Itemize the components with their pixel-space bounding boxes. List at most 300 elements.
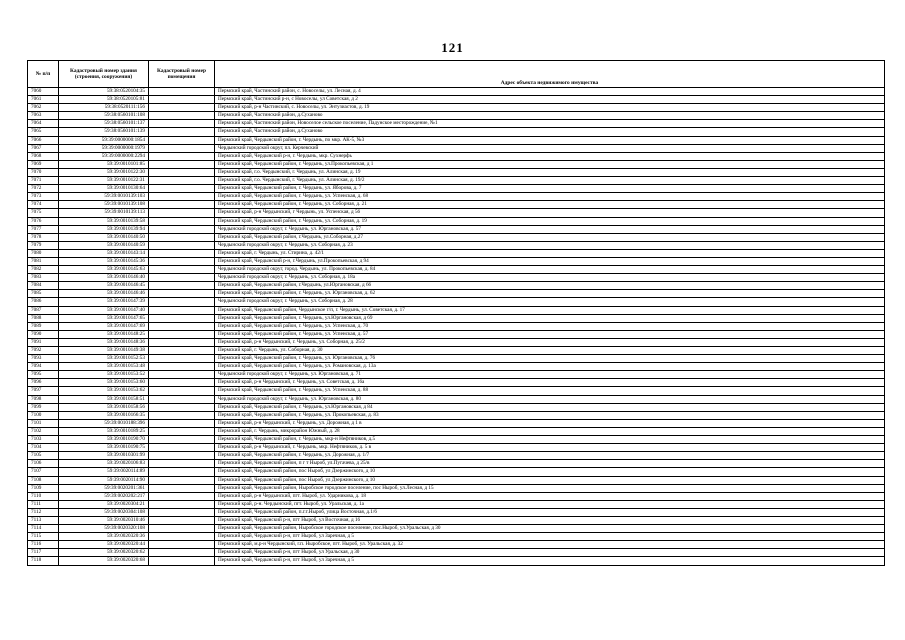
- row-address: Пермский край, Чердынский район, п г т Ныроб, ул.Пугачева, д 25/в: [215, 460, 885, 468]
- table-row: [28, 298, 885, 306]
- row-room-number: [149, 436, 215, 444]
- row-room-number: [149, 160, 215, 168]
- row-room-number: [149, 257, 215, 265]
- row-address: Чердынский городской округ, г. Чердынь, ул. Соборная, д. 18а: [215, 274, 885, 282]
- row-cadastral-number: 59:39:0010122:30: [59, 168, 149, 176]
- row-address: Пермский край, р-н Чердынский, пгт. Ныроб, ул. Ударникова, д. 18: [215, 492, 885, 500]
- row-address: Пермский край, г. Чердынь, ул. Соборная, д. 30: [215, 347, 885, 355]
- row-num: 7114: [28, 525, 59, 533]
- row-room-number: [149, 476, 215, 484]
- row-address: Пермский край, Чердынский район, г. Чердынь, ул. Дорожная, д. 1/7: [215, 452, 885, 460]
- table-row: [28, 403, 885, 411]
- row-room-number: [149, 460, 215, 468]
- row-cadastral-number: 59:38:0560101:139: [59, 128, 149, 136]
- row-cadastral-number: 59:39:0010139:58: [59, 217, 149, 225]
- table-row: [28, 136, 885, 144]
- row-cadastral-number: 59:39:0010145:63: [59, 266, 149, 274]
- row-cadastral-number: 59:39:0010153:62: [59, 387, 149, 395]
- row-num: 7081: [28, 257, 59, 265]
- table-row: [28, 217, 885, 225]
- row-room-number: [149, 468, 215, 476]
- row-num: 7091: [28, 338, 59, 346]
- row-cadastral-number: 59:39:0010146:46: [59, 290, 149, 298]
- row-room-number: [149, 419, 215, 427]
- row-num: 7082: [28, 266, 59, 274]
- row-room-number: [149, 120, 215, 128]
- row-cadastral-number: 59:39:0010148:25: [59, 330, 149, 338]
- row-cadastral-number: 59:39:0010147:39: [59, 298, 149, 306]
- row-num: 7100: [28, 411, 59, 419]
- row-room-number: [149, 177, 215, 185]
- row-room-number: [149, 290, 215, 298]
- row-cadastral-number: 59:39:0010139:113: [59, 209, 149, 217]
- row-cadastral-number: 59:39:0010139:94: [59, 225, 149, 233]
- row-cadastral-number: 59:39:0010190:70: [59, 436, 149, 444]
- table-row: [28, 314, 885, 322]
- row-address: Пермский край, Чердынский район, г. Чердынь, ул. Прокопьевская, д. 83: [215, 411, 885, 419]
- row-room-number: [149, 395, 215, 403]
- row-room-number: [149, 282, 215, 290]
- table-row: [28, 427, 885, 435]
- row-cadastral-number: 59:39:0010130:64: [59, 185, 149, 193]
- table-row: [28, 436, 885, 444]
- table-row: [28, 452, 885, 460]
- table-body: [28, 88, 885, 566]
- row-cadastral-number: 59:39:0010146:45: [59, 282, 149, 290]
- row-num: 7093: [28, 355, 59, 363]
- table-row: [28, 88, 885, 96]
- row-num: 7080: [28, 249, 59, 257]
- row-num: 7105: [28, 452, 59, 460]
- row-cadastral-number: 59:39:0020304:108: [59, 508, 149, 516]
- row-room-number: [149, 112, 215, 120]
- table-row: [28, 492, 885, 500]
- row-room-number: [149, 266, 215, 274]
- row-room-number: [149, 314, 215, 322]
- row-num: 7087: [28, 306, 59, 314]
- row-address: Пермский край, р-н Частинский, с. Новоселы, ул. Энтузиастов, д. 19: [215, 104, 885, 112]
- row-cadastral-number: 59:39:0020114:90: [59, 476, 149, 484]
- row-cadastral-number: 59:39:0010152:53: [59, 355, 149, 363]
- row-room-number: [149, 193, 215, 201]
- row-room-number: [149, 274, 215, 282]
- row-room-number: [149, 338, 215, 346]
- row-room-number: [149, 452, 215, 460]
- row-num: 7104: [28, 444, 59, 452]
- row-num: 7097: [28, 387, 59, 395]
- table-row: [28, 338, 885, 346]
- table-row: [28, 355, 885, 363]
- table-row: [28, 112, 885, 120]
- table-row: [28, 371, 885, 379]
- row-address: Пермский край, Частинский район, с. Новоселы, ул. Лесная, д. 4: [215, 88, 885, 96]
- row-cadastral-number: 59:38:0520105:81: [59, 96, 149, 104]
- row-room-number: [149, 500, 215, 508]
- row-address: Пермский край, Чердынский район, Чердынское г/п, г. Чердынь, ул. Советская, д. 17: [215, 306, 885, 314]
- table-row: [28, 201, 885, 209]
- row-room-number: [149, 508, 215, 516]
- row-room-number: [149, 249, 215, 257]
- row-address: Пермский край, Чердынский район, г. Чердынь, ул. Соборная, д. 21: [215, 201, 885, 209]
- row-address: Пермский край, Чердынский район, Ныробское городское поселение, пос.Ныроб, ул.Уральская, д 30: [215, 525, 885, 533]
- row-num: 7088: [28, 314, 59, 322]
- row-num: 7089: [28, 322, 59, 330]
- row-cadastral-number: 59:39:0010301:99: [59, 452, 149, 460]
- row-room-number: [149, 355, 215, 363]
- row-num: 7074: [28, 201, 59, 209]
- row-cadastral-number: 59:39:0010153:48: [59, 363, 149, 371]
- table-row: [28, 508, 885, 516]
- row-num: 7076: [28, 217, 59, 225]
- row-room-number: [149, 484, 215, 492]
- row-address: Пермский край, Чердынский район, г. Чердынь, ул. Успенская, д. 57: [215, 330, 885, 338]
- row-room-number: [149, 516, 215, 524]
- row-num: 7113: [28, 516, 59, 524]
- row-num: 7111: [28, 500, 59, 508]
- row-cadastral-number: 59:39:0020304:21: [59, 500, 149, 508]
- row-room-number: [149, 306, 215, 314]
- row-address: Пермский край, Чердынский р-н, пгт Ныроб, ул Заречная, д 5: [215, 533, 885, 541]
- table-row: [28, 476, 885, 484]
- row-cadastral-number: 59:39:0010147:40: [59, 306, 149, 314]
- table-row: [28, 266, 885, 274]
- row-num: 7108: [28, 476, 59, 484]
- row-cadastral-number: 59:39:0010190:75: [59, 444, 149, 452]
- table-row: [28, 541, 885, 549]
- row-address: Пермский край, Чердынский район, г. Чердынь, по мкр. АК-5, №3: [215, 136, 885, 144]
- row-num: 7073: [28, 193, 59, 201]
- row-address: Пермский край, Чердынский район, г.Чердынь, ул.Юргановская, д 66: [215, 282, 885, 290]
- row-room-number: [149, 330, 215, 338]
- row-room-number: [149, 298, 215, 306]
- table-row: [28, 306, 885, 314]
- row-cadastral-number: 59:39:0020320:62: [59, 549, 149, 557]
- row-room-number: [149, 541, 215, 549]
- table-row: [28, 387, 885, 395]
- table-row: [28, 257, 885, 265]
- row-address: Пермский край, р-н Чердынский, г. Чердынь, ул. Советская, д. 16а: [215, 379, 885, 387]
- row-room-number: [149, 168, 215, 176]
- table-row: [28, 395, 885, 403]
- row-cadastral-number: 59:39:0010158:51: [59, 395, 149, 403]
- table-row: [28, 347, 885, 355]
- row-num: 7071: [28, 177, 59, 185]
- row-num: 7083: [28, 274, 59, 282]
- row-cadastral-number: 59:39:0020320:108: [59, 525, 149, 533]
- row-num: 7101: [28, 419, 59, 427]
- row-address: Чердынский городской округ, г. Чердынь, ул. Юргановская, д. 80: [215, 395, 885, 403]
- row-address: Пермский край, Чердынский район, п.г.т.Ныроб, улица Восточная, д.1/6: [215, 508, 885, 516]
- row-address: Пермский край, р-н Чердынский, г. Чердынь, мкр. Нефтяников, д. 5 в: [215, 444, 885, 452]
- row-address: Пермский край, г.о. Чердынский, г. Чердынь, ул. Алинская, д. 19/2: [215, 177, 885, 185]
- table-row: [28, 249, 885, 257]
- row-room-number: [149, 144, 215, 152]
- row-cadastral-number: 59:39:0020114:89: [59, 468, 149, 476]
- row-num: 7090: [28, 330, 59, 338]
- row-address: Пермский край, Чердынский район, г. Чердынь, ул.Юргановская, д 69: [215, 314, 885, 322]
- header-cad-room: Кадастровый номер помещения: [149, 61, 215, 88]
- table-row: [28, 484, 885, 492]
- row-cadastral-number: 59:39:0010145:36: [59, 257, 149, 265]
- row-cadastral-number: 59:39:0000000:2294: [59, 152, 149, 160]
- row-address: Чердынский городской округ, пл. Керчевский: [215, 144, 885, 152]
- table-row: [28, 209, 885, 217]
- row-room-number: [149, 411, 215, 419]
- row-num: 7068: [28, 152, 59, 160]
- row-num: 7110: [28, 492, 59, 500]
- row-address: Пермский край, Чердынский район, г. Чердынь, ул.Юргановская, д 84: [215, 403, 885, 411]
- table-row: [28, 444, 885, 452]
- table-row: [28, 282, 885, 290]
- row-address: Пермский край, Чердынский р-н, г.Чердынь, ул.Прокопьевская, д 94: [215, 257, 885, 265]
- row-cadastral-number: 59:38:0520111:156: [59, 104, 149, 112]
- table-row: [28, 322, 885, 330]
- row-room-number: [149, 217, 215, 225]
- row-cadastral-number: 59:39:0020106:83: [59, 460, 149, 468]
- table-row: [28, 120, 885, 128]
- row-cadastral-number: 59:39:0010139:108: [59, 201, 149, 209]
- row-num: 7064: [28, 120, 59, 128]
- row-address: Пермский край, г.о. Чердынский, г. Чердынь, ул. Алинская, д. 19: [215, 168, 885, 176]
- row-room-number: [149, 549, 215, 557]
- row-room-number: [149, 209, 215, 217]
- row-room-number: [149, 525, 215, 533]
- table-row: [28, 177, 885, 185]
- table-row: [28, 411, 885, 419]
- table-row: [28, 290, 885, 298]
- row-cadastral-number: 59:39:0020320:44: [59, 541, 149, 549]
- row-cadastral-number: 59:39:0020320:36: [59, 533, 149, 541]
- row-address: Пермский край, Чердынский р-н, пгт Ныроб, ул Заречная, д 5: [215, 557, 885, 565]
- row-cadastral-number: 59:39:0010147:65: [59, 314, 149, 322]
- row-num: 7095: [28, 371, 59, 379]
- row-address: Пермский край, р-н. Чердынский, пгт. Ныроб, ул. Уральская, д. 1а: [215, 500, 885, 508]
- row-num: 7117: [28, 549, 59, 557]
- row-address: Чердынский городской округ, г. Чердынь, ул. Юргановская, д. 57: [215, 225, 885, 233]
- row-room-number: [149, 557, 215, 565]
- row-cadastral-number: 59:39:0010189:25: [59, 427, 149, 435]
- row-num: 7070: [28, 168, 59, 176]
- table-row: [28, 460, 885, 468]
- row-cadastral-number: 59:38:0520104:35: [59, 88, 149, 96]
- table-row: [28, 549, 885, 557]
- row-address: Пермский край, р-н Чердынский, г Чердынь, ул. Успенская, д 56: [215, 209, 885, 217]
- row-cadastral-number: 59:39:0010153:52: [59, 371, 149, 379]
- row-num: 7096: [28, 379, 59, 387]
- row-num: 7063: [28, 112, 59, 120]
- row-address: Пермский край, г. Чердынь, микрорайон Южный, д. 28: [215, 427, 885, 435]
- row-num: 7092: [28, 347, 59, 355]
- table-row: [28, 144, 885, 152]
- row-num: 7098: [28, 395, 59, 403]
- row-address: Пермский край, Чердынский район, г. Чердынь, ул. Романовская, д. 13а: [215, 363, 885, 371]
- table-row: [28, 96, 885, 104]
- row-num: 7109: [28, 484, 59, 492]
- row-num: 7066: [28, 136, 59, 144]
- row-num: 7075: [28, 209, 59, 217]
- row-cadastral-number: 59:39:0010188:396: [59, 419, 149, 427]
- row-cadastral-number: 59:39:0010146:40: [59, 274, 149, 282]
- table-row: [28, 160, 885, 168]
- row-num: 7069: [28, 160, 59, 168]
- row-address: Чердынский городской округ, г. Чердынь, ул. Соборная, д. 28: [215, 298, 885, 306]
- row-address: Пермский край, Чердынский район, г. Чердынь, мкр-н Нефтяников, д.5: [215, 436, 885, 444]
- row-num: 7102: [28, 427, 59, 435]
- row-address: Пермский край, Частинский район, д.Суханово: [215, 128, 885, 136]
- row-address: Пермский край, Чердынский район, г. Чердынь, ул. Успенская, д. 70: [215, 322, 885, 330]
- row-num: 7107: [28, 468, 59, 476]
- row-cadastral-number: 59:39:0010122:31: [59, 177, 149, 185]
- table-row: [28, 533, 885, 541]
- row-address: Пермский край, Чердынский район, пос Ныроб, ул Дзержинского, д 10: [215, 468, 885, 476]
- row-room-number: [149, 185, 215, 193]
- row-num: 7060: [28, 88, 59, 96]
- row-cadastral-number: 59:39:0020310:46: [59, 516, 149, 524]
- row-num: 7078: [28, 233, 59, 241]
- row-num: 7062: [28, 104, 59, 112]
- row-room-number: [149, 427, 215, 435]
- row-address: Пермский край, Чердынский р-н, пгт Ныроб, ул Восточная, д 16: [215, 516, 885, 524]
- table-row: [28, 419, 885, 427]
- row-cadastral-number: 59:39:0020202:217: [59, 492, 149, 500]
- row-num: 7061: [28, 96, 59, 104]
- row-address: Чердынский городской округ, г. Чердынь, ул. Соборная, д. 23: [215, 241, 885, 249]
- row-num: 7099: [28, 403, 59, 411]
- row-room-number: [149, 444, 215, 452]
- table-row: [28, 274, 885, 282]
- row-room-number: [149, 104, 215, 112]
- row-room-number: [149, 403, 215, 411]
- row-room-number: [149, 371, 215, 379]
- header-cad-building: Кадастровый номер здания (строения, сооружения): [59, 61, 149, 88]
- row-cadastral-number: 59:39:0010158:56: [59, 403, 149, 411]
- table-row: [28, 363, 885, 371]
- row-num: 7116: [28, 541, 59, 549]
- row-address: Пермский край, Чердынский район, пос Ныроб, ул Дзержинского, д 10: [215, 476, 885, 484]
- row-num: 7103: [28, 436, 59, 444]
- row-room-number: [149, 96, 215, 104]
- table-row: [28, 185, 885, 193]
- row-cadastral-number: 59:39:0010166:35: [59, 411, 149, 419]
- header-address: Адрес объекта недвижимого имущества: [215, 61, 885, 88]
- row-address: Пермский край, Чердынский район, г. Чердынь, ул. Успенская, д. 68: [215, 193, 885, 201]
- row-room-number: [149, 322, 215, 330]
- row-address: Пермский край, Чердынский р-н, пгт Ныроб, ул Уральская, д 30: [215, 549, 885, 557]
- row-address: Пермский край, р-н Чердынский, г. Чердынь, ул. Дорожная, д 1 в: [215, 419, 885, 427]
- row-address: Пермский край, Чердынский район, г.Чердынь, ул.Соборная, д.27: [215, 233, 885, 241]
- row-cadastral-number: 59:39:0000000:1979: [59, 144, 149, 152]
- row-room-number: [149, 241, 215, 249]
- row-address: Пермский край, Чердынский район, г. Чердынь, ул. Успенская, д. 88: [215, 387, 885, 395]
- row-num: 7079: [28, 241, 59, 249]
- row-num: 7084: [28, 282, 59, 290]
- table-row: [28, 233, 885, 241]
- table-header-row: [28, 61, 885, 88]
- row-room-number: [149, 387, 215, 395]
- row-num: 7077: [28, 225, 59, 233]
- row-room-number: [149, 379, 215, 387]
- row-cadastral-number: 59:39:0010101:85: [59, 160, 149, 168]
- table-row: [28, 525, 885, 533]
- table-row: [28, 516, 885, 524]
- row-address: Пермский край, Чердынский район, г. Чердынь, ул. Юргановская, д. 76: [215, 355, 885, 363]
- row-room-number: [149, 201, 215, 209]
- row-cadastral-number: 59:38:0560101:108: [59, 112, 149, 120]
- row-cadastral-number: 59:39:0010149:38: [59, 347, 149, 355]
- row-cadastral-number: 59:38:0560101:137: [59, 120, 149, 128]
- table-row: [28, 104, 885, 112]
- row-address: Пермский край, Чердынский район, г. Чердынь, ул.Прокопьевская, д 1: [215, 160, 885, 168]
- row-num: 7106: [28, 460, 59, 468]
- row-cadastral-number: 59:39:0010147:69: [59, 322, 149, 330]
- table-row: [28, 468, 885, 476]
- row-room-number: [149, 88, 215, 96]
- row-cadastral-number: 59:39:0010139:103: [59, 193, 149, 201]
- row-room-number: [149, 152, 215, 160]
- row-room-number: [149, 225, 215, 233]
- row-room-number: [149, 128, 215, 136]
- row-cadastral-number: 59:39:0020201:361: [59, 484, 149, 492]
- row-address: Пермский край, Частинский район, д.Суханово: [215, 112, 885, 120]
- row-cadastral-number: 59:39:0020320:68: [59, 557, 149, 565]
- table-row: [28, 193, 885, 201]
- table-row: [28, 152, 885, 160]
- table-row: [28, 330, 885, 338]
- row-num: 7065: [28, 128, 59, 136]
- row-address: Пермский край, Чердынский район, Ныробское городское поселение, пос Ныроб, ул.Лесная, д 15: [215, 484, 885, 492]
- table-row: [28, 557, 885, 565]
- row-address: Пермский край, р-н Чердынский, г. Чердынь, ул. Соборная, д. 25/2: [215, 338, 885, 346]
- registry-table: [27, 60, 885, 566]
- table-row: [28, 500, 885, 508]
- row-address: Пермский край, Чердынский район, г. Чердынь, ул. Яборова, д. 7: [215, 185, 885, 193]
- row-num: 7067: [28, 144, 59, 152]
- row-num: 7118: [28, 557, 59, 565]
- row-room-number: [149, 347, 215, 355]
- row-address: Чердынский городской округ, г. Чердынь, ул. Юргановская, д. 71: [215, 371, 885, 379]
- table-row: [28, 168, 885, 176]
- row-cadastral-number: 59:39:0010140:59: [59, 241, 149, 249]
- row-address: Чердынский городской округ, город. Чердынь, ул. Прокопьевская, д. 84: [215, 266, 885, 274]
- row-num: 7094: [28, 363, 59, 371]
- row-room-number: [149, 363, 215, 371]
- row-num: 7085: [28, 290, 59, 298]
- row-room-number: [149, 492, 215, 500]
- row-address: Пермский край, г. Чердынь, ул. Стирина, д. 42/1: [215, 249, 885, 257]
- row-cadastral-number: 59:39:0010148:36: [59, 338, 149, 346]
- row-room-number: [149, 233, 215, 241]
- row-address: Пермский край, Чердынский р-н, г. Чердынь, мкр. Сухнерфь: [215, 152, 885, 160]
- table-row: [28, 241, 885, 249]
- row-address: Пермский край, Чердынский район, г. Чердынь, ул. Юргановская, д. 62: [215, 290, 885, 298]
- header-num: № п/п: [28, 61, 59, 88]
- row-cadastral-number: 59:39:0010140:50: [59, 233, 149, 241]
- table-row: [28, 225, 885, 233]
- row-room-number: [149, 136, 215, 144]
- row-cadastral-number: 59:39:0000000:1854: [59, 136, 149, 144]
- row-address: Пермский край, Частинский район, Новоселое сельское поселение, Падунское месторождение, №1: [215, 120, 885, 128]
- row-cadastral-number: 59:39:0010153:60: [59, 379, 149, 387]
- row-num: 7115: [28, 533, 59, 541]
- row-num: 7086: [28, 298, 59, 306]
- row-cadastral-number: 59:39:0010143:14: [59, 249, 149, 257]
- table-row: [28, 128, 885, 136]
- row-address: Пермский край, Чердынский район, г. Чердынь, ул. Соборная, д. 19: [215, 217, 885, 225]
- page-number: 121: [441, 40, 464, 55]
- table-row: [28, 379, 885, 387]
- row-room-number: [149, 533, 215, 541]
- row-address: Пермский край, м.р-н Чердынский, г.п. Ныробское, пгт. Ныроб, ул. Уральская, д. 32: [215, 541, 885, 549]
